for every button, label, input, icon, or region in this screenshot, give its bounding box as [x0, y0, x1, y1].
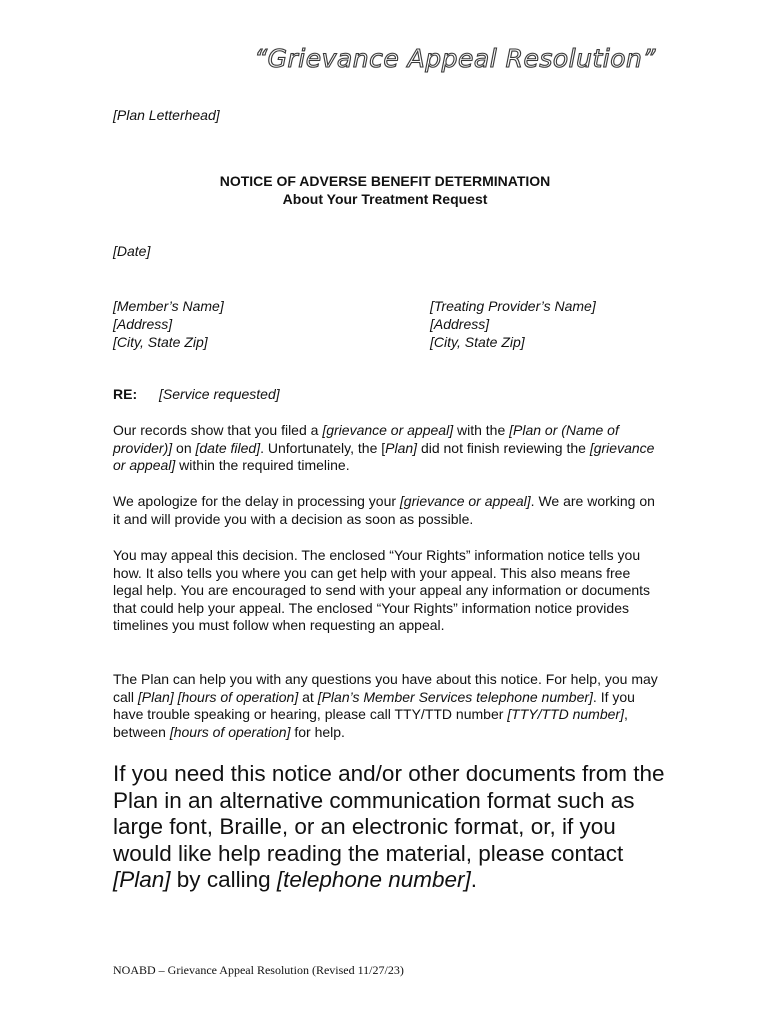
text-run: for help. — [290, 723, 345, 740]
text-run: The Plan can help you with any questions you have about this notice. For help, you may call — [113, 671, 658, 705]
paragraph-records — [113, 422, 658, 475]
text-run: within the required timeline. — [175, 457, 350, 474]
text-run: If you need this notice and/or other documents from the Plan in an alternative communication format such as large font, Braille, or an electronic format, or, if you would like help reading the material, please contact — [113, 761, 665, 866]
placeholder-run: [telephone number] — [276, 867, 471, 892]
member-city: [City, State Zip] — [113, 334, 208, 350]
text-run: Our records show that you filed a — [113, 422, 323, 438]
text-run: . Unfortunately, the [ — [260, 439, 386, 456]
member-address: [Address] — [113, 316, 173, 332]
placeholder-run: [hours of operation] — [169, 723, 291, 740]
placeholder-run: [date filed] — [195, 439, 261, 456]
text-run: We apologize for the delay in processing your — [113, 493, 400, 509]
member-name: [Member’s Name] — [113, 298, 224, 314]
notice-heading: NOTICE OF ADVERSE BENEFIT DETERMINATION — [219, 173, 551, 189]
placeholder-run: [grievance or appeal] — [399, 493, 531, 509]
paragraph-apology — [113, 493, 658, 528]
provider-city: [City, State Zip] — [430, 334, 525, 350]
placeholder-run: [grievance or appeal] — [322, 422, 454, 438]
re-label: RE: — [113, 386, 138, 402]
text-run: . — [470, 867, 478, 892]
document-title: “Grievance Appeal Resolution” — [254, 44, 656, 73]
text-run: at — [298, 688, 318, 705]
provider-address: [Address] — [430, 316, 490, 332]
provider-name: [Treating Provider’s Name] — [430, 298, 596, 314]
re-line — [113, 386, 280, 402]
page-footer: NOABD – Grievance Appeal Resolution (Revised 11/27/23) — [113, 963, 404, 977]
text-run: . We are working on it and will provide you with a decision as soon as possible. — [113, 493, 655, 527]
placeholder-run: [TTY/TTD number] — [507, 706, 624, 723]
placeholder-run: [Plan] [hours of operation] — [137, 688, 299, 705]
placeholder-run: [Plan’s Member Services telephone number] — [317, 688, 593, 705]
placeholder-run: Plan] — [385, 439, 418, 456]
placeholder-run: [Plan or (Name of provider)] — [113, 422, 619, 456]
paragraph-appeal-rights: You may appeal this decision. The enclosed “Your Rights” information notice tells you how. It also tells you where you can get help with your appeal. This also means free legal help. You are encouraged to send with your appeal any information or documents that could help your appeal. The enclosed “Your Rights” information notice provides timelines you must follow when requesting an appeal. — [113, 547, 651, 634]
text-run: on — [172, 439, 196, 456]
placeholder-run: [grievance or appeal] — [113, 439, 655, 474]
large-print-notice — [113, 761, 673, 894]
text-run: with the — [453, 422, 510, 438]
member-address-block — [113, 297, 224, 351]
provider-address-block — [430, 297, 596, 351]
text-run: by calling — [170, 867, 277, 892]
re-value: [Service requested] — [159, 386, 280, 402]
notice-subheading: About Your Treatment Request — [282, 191, 488, 207]
text-run: , between — [113, 706, 628, 740]
text-run: did not finish reviewing the — [417, 439, 590, 456]
placeholder-run: [Plan] — [113, 867, 171, 892]
paragraph-help — [113, 671, 658, 741]
plan-letterhead: [Plan Letterhead] — [113, 107, 220, 123]
notice-heading-block — [0, 172, 770, 208]
letter-date: [Date] — [113, 243, 151, 259]
text-run: . If you have trouble speaking or hearing, please call TTY/TTD number — [113, 688, 635, 723]
